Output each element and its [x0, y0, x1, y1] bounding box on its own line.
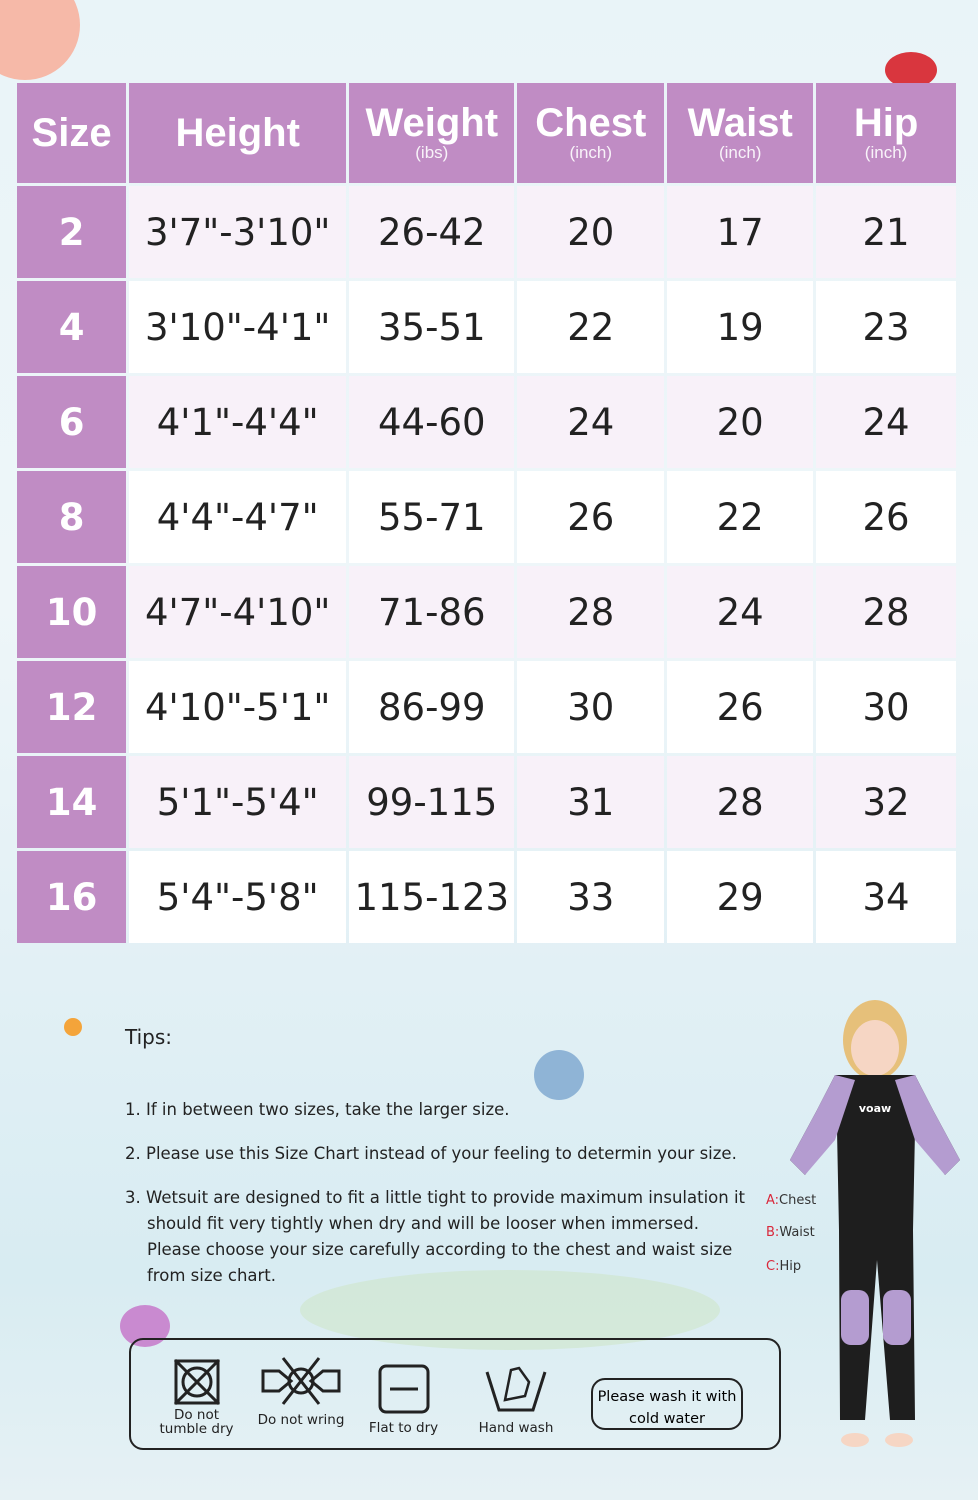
- care-label: Hand wash: [478, 1420, 554, 1436]
- cell-waist: 28: [667, 756, 813, 848]
- header-title: Chest: [535, 101, 647, 145]
- cell-height: 3'10"-4'1": [129, 281, 346, 373]
- cell-weight: 71-86: [349, 566, 514, 658]
- cell-size: 2: [17, 186, 126, 278]
- care-label: Flat to dry: [368, 1420, 439, 1436]
- suit-brand-logo: voaw: [858, 1102, 892, 1115]
- cell-hip: 26: [816, 471, 956, 563]
- care-flat-to-dry: [366, 1364, 441, 1436]
- cell-hip: 28: [816, 566, 956, 658]
- cell-weight: 35-51: [349, 281, 514, 373]
- table-row: [17, 471, 956, 563]
- care-hand-wash: [471, 1360, 561, 1436]
- cell-chest: 30: [517, 661, 664, 753]
- care-label: Do not wring: [257, 1412, 345, 1428]
- cell-waist: 20: [667, 376, 813, 468]
- no-tumble-dry-icon: [173, 1358, 221, 1406]
- label-letter: C:: [766, 1259, 780, 1274]
- cell-weight: 99-115: [349, 756, 514, 848]
- cell-size: 4: [17, 281, 126, 373]
- cell-height: 4'4"-4'7": [129, 471, 346, 563]
- label-hip: [766, 1259, 801, 1274]
- cell-weight: 55-71: [349, 471, 514, 563]
- cell-height: 4'7"-4'10": [129, 566, 346, 658]
- cell-chest: 33: [517, 851, 664, 943]
- cell-chest: 24: [517, 376, 664, 468]
- column-header-size: [17, 83, 126, 183]
- header-title: Size: [31, 111, 112, 155]
- table-row: [17, 661, 956, 753]
- cell-height: 5'4"-5'8": [129, 851, 346, 943]
- header-title: Height: [175, 111, 300, 155]
- cell-hip: 24: [816, 376, 956, 468]
- hand-wash-icon: [485, 1360, 547, 1414]
- header-title: Hip: [853, 101, 919, 145]
- cell-size: 8: [17, 471, 126, 563]
- cell-size: 6: [17, 376, 126, 468]
- decoration-star: [64, 1018, 82, 1036]
- cell-waist: 17: [667, 186, 813, 278]
- table-row: [17, 281, 956, 373]
- cell-chest: 28: [517, 566, 664, 658]
- table-row: [17, 376, 956, 468]
- cell-hip: 34: [816, 851, 956, 943]
- tip-2: 2. Please use this Size Chart instead of your feeling to determin your size.: [125, 1144, 737, 1163]
- table-row: [17, 851, 956, 943]
- cell-height: 4'10"-5'1": [129, 661, 346, 753]
- cell-waist: 19: [667, 281, 813, 373]
- label-name: Waist: [779, 1225, 815, 1240]
- header-title: Waist: [687, 101, 793, 145]
- no-wring-icon: [261, 1356, 341, 1406]
- label-letter: B:: [766, 1225, 780, 1240]
- cell-size: 12: [17, 661, 126, 753]
- cell-weight: 44-60: [349, 376, 514, 468]
- care-do-not-wring: [256, 1356, 346, 1428]
- care-instructions-box: [129, 1338, 781, 1450]
- cell-waist: 24: [667, 566, 813, 658]
- cell-size: 14: [17, 756, 126, 848]
- cell-waist: 29: [667, 851, 813, 943]
- cell-hip: 23: [816, 281, 956, 373]
- column-header-chest: [517, 83, 664, 183]
- header-unit: (inch): [718, 143, 762, 162]
- cell-hip: 21: [816, 186, 956, 278]
- tips-title: Tips:: [125, 1025, 173, 1049]
- header-unit: (inch): [864, 143, 908, 162]
- cell-waist: 26: [667, 661, 813, 753]
- header-title: Weight: [365, 101, 499, 145]
- cold-water-note: Please wash it with cold water: [591, 1378, 743, 1430]
- label-waist: [766, 1225, 815, 1240]
- column-header-height: [129, 83, 346, 183]
- cell-height: 3'7"-3'10": [129, 186, 346, 278]
- column-header-weight: [349, 83, 514, 183]
- cell-weight: 86-99: [349, 661, 514, 753]
- label-chest: [766, 1193, 816, 1208]
- care-do-not-tumble-dry: [159, 1358, 234, 1436]
- table-row: [17, 186, 956, 278]
- cell-hip: 32: [816, 756, 956, 848]
- cell-chest: 20: [517, 186, 664, 278]
- size-chart-table: [14, 80, 959, 946]
- cell-hip: 30: [816, 661, 956, 753]
- table-row: [17, 756, 956, 848]
- cell-height: 5'1"-5'4": [129, 756, 346, 848]
- label-letter: A:: [766, 1193, 780, 1208]
- tips-section: [125, 1025, 745, 1307]
- tip-1: 1. If in between two sizes, take the larger size.: [125, 1100, 510, 1119]
- label-name: Hip: [779, 1259, 802, 1274]
- table-row: [17, 566, 956, 658]
- cell-height: 4'1"-4'4": [129, 376, 346, 468]
- column-header-hip: [816, 83, 956, 183]
- header-unit: (inch): [569, 143, 613, 162]
- decoration-watermelon: [0, 0, 80, 80]
- header-unit: (ibs): [415, 143, 449, 162]
- column-header-waist: [667, 83, 813, 183]
- cell-chest: 22: [517, 281, 664, 373]
- care-label: Do not tumble dry: [159, 1407, 234, 1437]
- cell-size: 16: [17, 851, 126, 943]
- cell-waist: 22: [667, 471, 813, 563]
- tip-3: 3. Wetsuit are designed to fit a little tight to provide maximum insulation it should fit very tightly when dry and will be looser when immersed. Please choose your size carefully according to the chest and waist size from size chart.: [125, 1188, 745, 1285]
- cell-size: 10: [17, 566, 126, 658]
- cell-weight: 115-123: [349, 851, 514, 943]
- label-name: Chest: [779, 1193, 817, 1208]
- cell-chest: 31: [517, 756, 664, 848]
- cell-chest: 26: [517, 471, 664, 563]
- flat-dry-icon: [378, 1364, 430, 1414]
- cell-weight: 26-42: [349, 186, 514, 278]
